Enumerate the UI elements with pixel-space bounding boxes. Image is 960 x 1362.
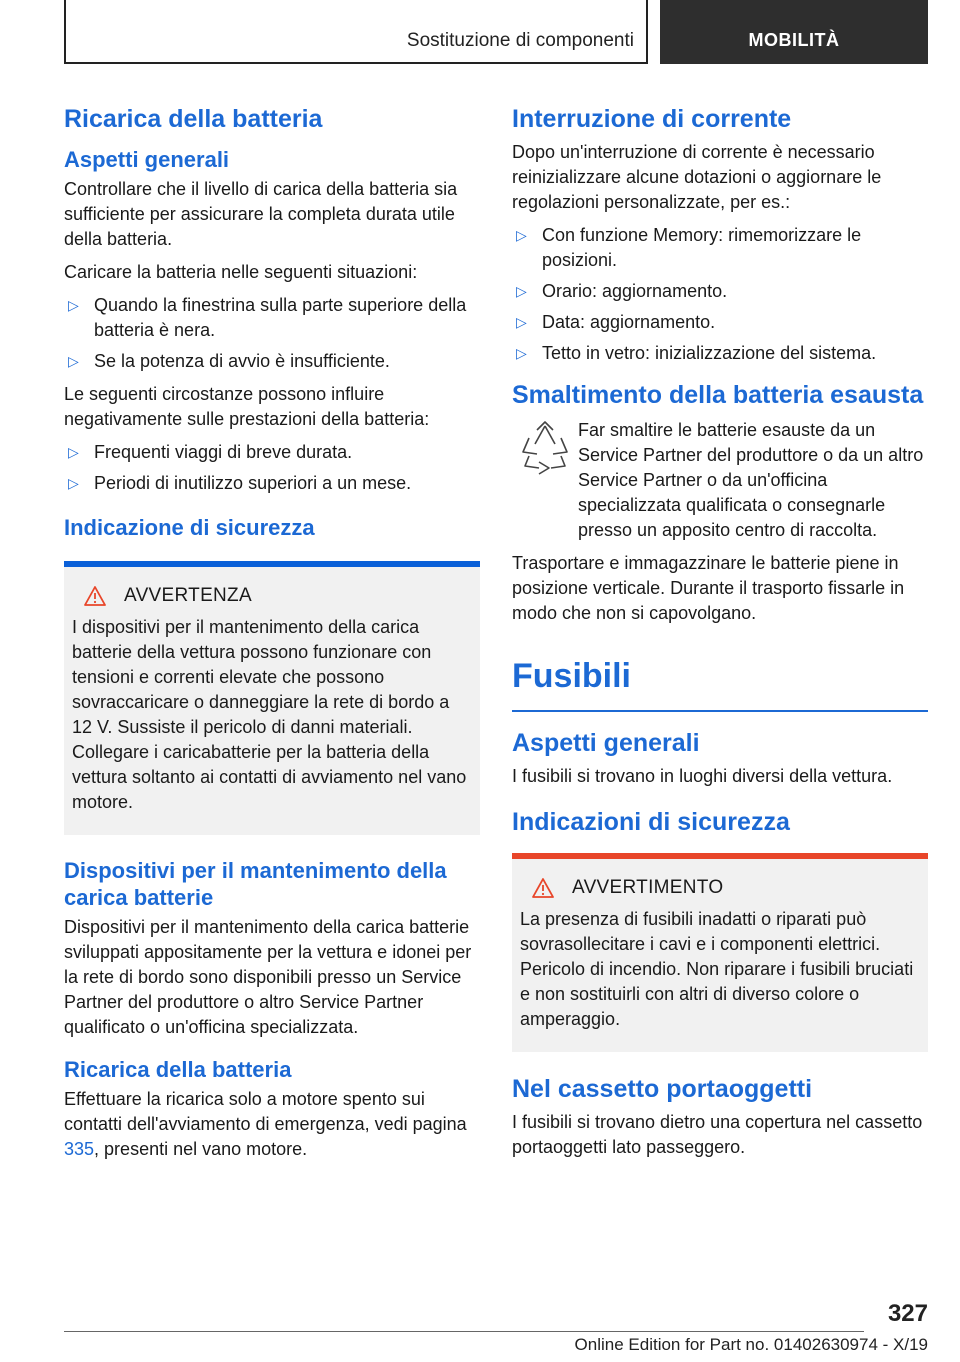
divider bbox=[512, 710, 928, 712]
paragraph: Dopo un'interruzione di corrente è necessario reinizializzare alcune dotazioni o aggiornare le regolazioni personalizzate, per es.: bbox=[512, 142, 882, 212]
triangle-bullet-icon: ▷ bbox=[516, 314, 527, 330]
heading-safety: Indicazione di sicurezza bbox=[64, 515, 315, 540]
footer-divider bbox=[64, 1331, 864, 1332]
list-item: ▷ Con funzione Memory: rimemorizzare le posizioni. bbox=[516, 225, 862, 270]
warning-box bbox=[512, 853, 928, 1052]
recycle-icon bbox=[512, 418, 578, 478]
paragraph: Controllare che il livello di carica della batteria sia sufficiente per assicurare la completa durata utile della batteria. bbox=[64, 179, 458, 249]
warning-text: I dispositivi per il mantenimento della carica batterie della vettura possono funzionare con tensioni e correnti elevate che possono sovraccaricare o danneggiare la rete di bordo a 12 V. Sussiste il pericolo di danni materiali. Collegare i caricabatterie per la batteria della vettura soltanto ai contatti di avviamento nel vano motore. bbox=[72, 617, 467, 812]
page-link[interactable]: 335 bbox=[64, 1139, 95, 1159]
header-chapter-box bbox=[660, 0, 928, 64]
paragraph: Effettuare la ricarica solo a motore spento sui contatti dell'avviamento di emergenza, vedi pagina 335, presenti nel vano motore. bbox=[64, 1089, 467, 1159]
left-column bbox=[64, 96, 480, 1170]
triangle-bullet-icon: ▷ bbox=[68, 353, 79, 369]
heading-power-interruption: Interruzione di corrente bbox=[512, 105, 792, 133]
list-item: ▷ Periodi di inutilizzo superiori a un mese. bbox=[64, 471, 480, 496]
heading-glovebox: Nel cassetto portaoggetti bbox=[512, 1075, 813, 1103]
paragraph: Caricare la batteria nelle seguenti situazioni: bbox=[64, 262, 418, 282]
triangle-bullet-icon: ▷ bbox=[516, 227, 527, 243]
warning-header bbox=[84, 585, 472, 607]
list-item: ▷ Se la potenza di avvio è insufficiente. bbox=[64, 349, 480, 374]
bullet-list bbox=[512, 223, 928, 366]
header-chapter-title: MOBILITÀ bbox=[748, 30, 840, 50]
footer-edition: Online Edition for Part no. 01402630974 - X/19 bbox=[574, 1335, 928, 1354]
triangle-bullet-icon: ▷ bbox=[68, 297, 79, 313]
warning-header bbox=[532, 877, 920, 899]
page-number: 327 bbox=[887, 1300, 928, 1327]
paragraph: I fusibili si trovano dietro una copertura nel cassetto portaoggetti lato passeggero. bbox=[512, 1112, 923, 1157]
heading-battery-charging: Ricarica della batteria bbox=[64, 105, 323, 133]
paragraph: Le seguenti circostanze possono influire negativamente sulle prestazioni della batteria: bbox=[64, 384, 430, 429]
heading-fuses: Fusibili bbox=[512, 657, 631, 695]
paragraph: I fusibili si trovano in luoghi diversi della vettura. bbox=[512, 766, 893, 786]
list-item: ▷ Orario: aggiornamento. bbox=[512, 279, 928, 304]
disposal-block bbox=[512, 418, 928, 543]
right-column bbox=[512, 96, 928, 1168]
triangle-bullet-icon: ▷ bbox=[516, 283, 527, 299]
heading-battery-charging-sub: Ricarica della batteria bbox=[64, 1057, 292, 1082]
header-section-title: Sostituzione di componenti bbox=[406, 30, 634, 51]
warning-text: La presenza di fusibili inadatti o riparati può sovrasollecitare i cavi e i componenti elettrici. Pericolo di incendio. Non riparare i fusibili bruciati e non sostituirli con altri di diverso colore o amperaggio. bbox=[520, 909, 914, 1029]
warning-box bbox=[64, 561, 480, 835]
paragraph: Trasportare e immagazzinare le batterie piene in posizione verticale. Durante il trasporto fissarle in modo che non si capovolgano. bbox=[512, 553, 905, 623]
heading-charger-devices: Dispositivi per il mantenimento della carica batterie bbox=[64, 858, 447, 910]
heading-general: Aspetti generali bbox=[64, 147, 230, 172]
triangle-bullet-icon: ▷ bbox=[68, 444, 79, 460]
heading-battery-disposal: Smaltimento della batteria esausta bbox=[512, 381, 924, 409]
warning-triangle-icon bbox=[532, 878, 554, 898]
heading-fuses-safety: Indicazioni di sicurezza bbox=[512, 808, 790, 836]
bullet-list bbox=[64, 440, 480, 496]
paragraph: Dispositivi per il mantenimento della carica batterie sviluppati appositamente per la vettura e idonei per la rete di bordo sono disponibili presso un Service Partner del produttore o altro Service Partner qualificato o un'officina specializzata. bbox=[64, 917, 472, 1037]
list-item: ▷ Quando la finestrina sulla parte superiore della batteria è nera. bbox=[68, 295, 467, 340]
warning-title: AVVERTENZA bbox=[124, 585, 252, 606]
bullet-list bbox=[64, 293, 480, 374]
triangle-bullet-icon: ▷ bbox=[516, 345, 527, 361]
paragraph: Far smaltire le batterie esauste da un Service Partner del produttore o da un altro Service Partner o da un'officina specializzata qualificata o consegnarle presso un apposito centro di raccolta. bbox=[578, 420, 924, 540]
list-item: ▷ Frequenti viaggi di breve durata. bbox=[64, 440, 480, 465]
header-section-box bbox=[64, 0, 648, 64]
list-item: ▷ Tetto in vetro: inizializzazione del sistema. bbox=[512, 341, 928, 366]
list-item: ▷ Data: aggiornamento. bbox=[512, 310, 928, 335]
warning-triangle-icon bbox=[84, 586, 106, 606]
warning-title: AVVERTIMENTO bbox=[572, 877, 724, 898]
heading-fuses-general: Aspetti generali bbox=[512, 729, 700, 757]
triangle-bullet-icon: ▷ bbox=[68, 475, 79, 491]
